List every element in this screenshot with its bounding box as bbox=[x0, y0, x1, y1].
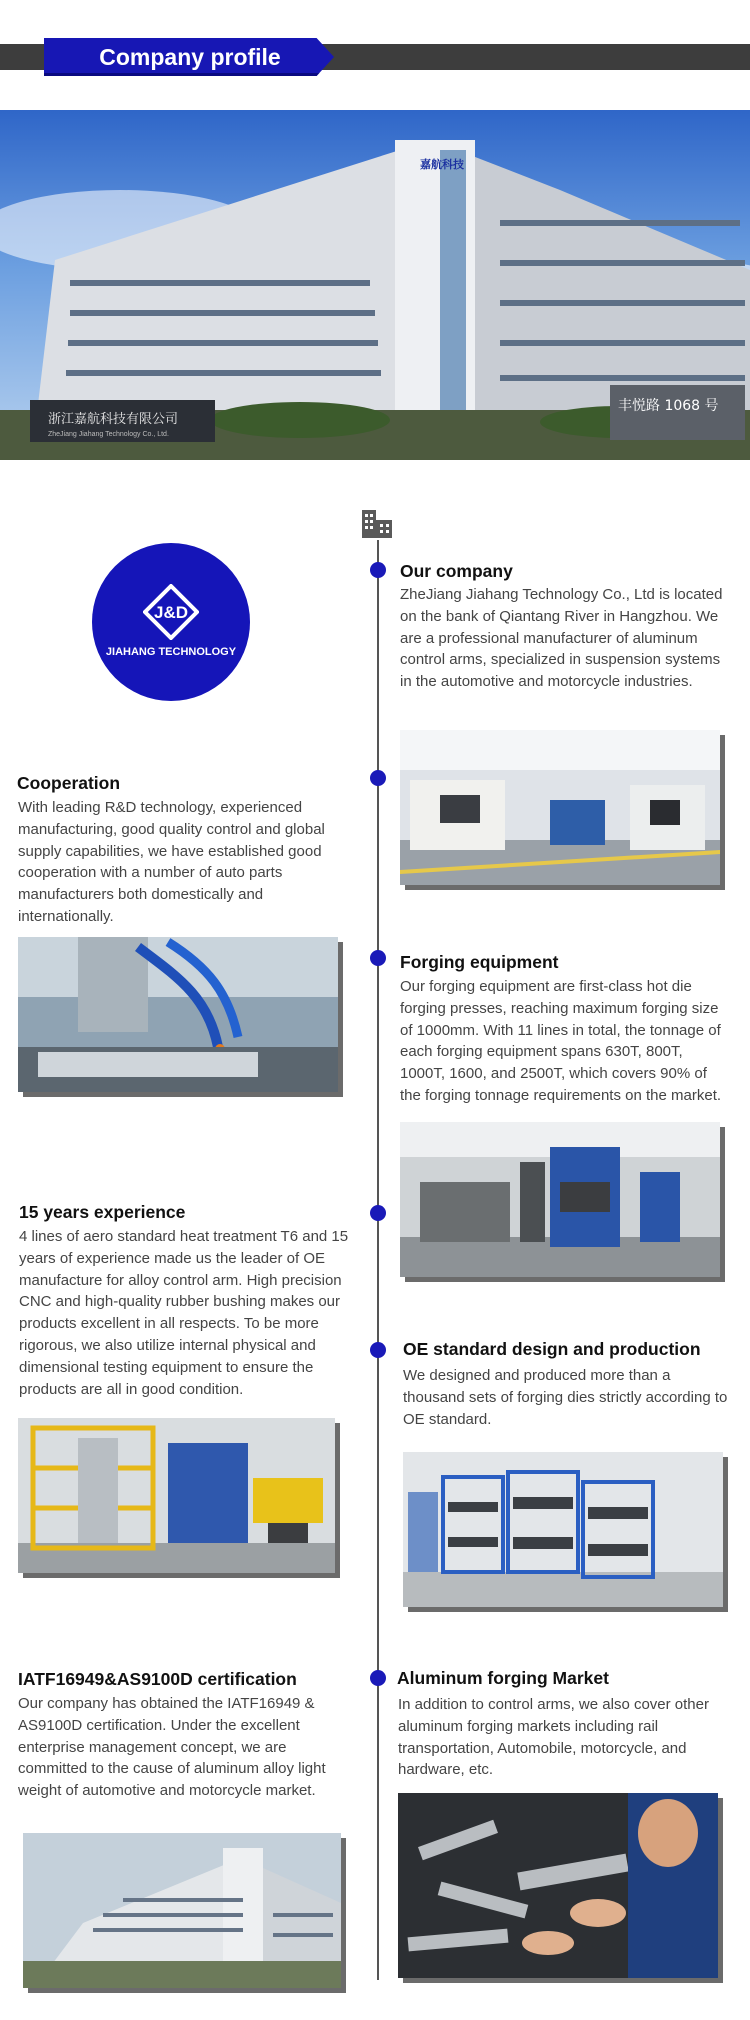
timeline-dot bbox=[370, 1342, 386, 1358]
our-company-title: Our company bbox=[400, 561, 513, 581]
timeline-line bbox=[377, 540, 379, 1980]
experience-text: 4 lines of aero standard heat treatment T6 and 15 years of experience made us the leader of OE manufacture for alloy control arm. High precision CNC and high-quality rubber bushing makes our products excellent in all respects. To be more rigorous, we also utilize internal physical and dimensional testing equipment to ensure the products are all in good condition. bbox=[19, 1228, 349, 1398]
svg-text:J&D: J&D bbox=[153, 603, 189, 622]
timeline-dot bbox=[370, 1670, 386, 1686]
cooperation-text: With leading R&D technology, experienced manufacturing, good quality control and global supply capabilities, we have established good cooperation with a number of auto parts manufacturers both domestically and internationally. bbox=[18, 799, 325, 925]
aluminum-market-text: In addition to control arms, we also cover other aluminum forging markets including rail transportation, Automobile, motorcycle, and hardware, etc. bbox=[398, 1696, 709, 1779]
heat-treatment-photo bbox=[18, 1418, 335, 1573]
timeline-dot bbox=[370, 950, 386, 966]
logo-mark bbox=[143, 584, 199, 640]
timeline-dot bbox=[370, 770, 386, 786]
forging-dies-photo bbox=[403, 1452, 723, 1607]
cooperation-title: Cooperation bbox=[17, 773, 121, 793]
building-icon bbox=[360, 508, 396, 540]
workshop-cnc-photo bbox=[400, 730, 720, 885]
timeline-dot bbox=[370, 562, 386, 578]
forging-equipment-text: Our forging equipment are first-class hot die forging presses, reaching maximum forging size of 1000mm. With 11 lines in total, the tonnage of each forging equipment spans 630T, 800T, 1000T, 1600, and 2500T, which covers 90% of the forging tonnage requirements on the market. bbox=[400, 978, 722, 1104]
control-arm-inspection-photo bbox=[398, 1793, 718, 1978]
cnc-machining-photo bbox=[18, 937, 338, 1092]
oe-standard-title: OE standard design and production bbox=[403, 1339, 701, 1359]
certification-title: IATF16949&AS9100D certification bbox=[18, 1669, 297, 1689]
hero-sign-company-en: ZheJiang Jiahang Technology Co., Ltd. bbox=[48, 431, 169, 438]
aluminum-market-title: Aluminum forging Market bbox=[397, 1668, 609, 1688]
page-title: Company profile bbox=[99, 44, 281, 70]
hero-sign-company: 浙江嘉航科技有限公司 bbox=[48, 412, 179, 427]
factory-building-photo bbox=[23, 1833, 341, 1988]
our-company-text: ZheJiang Jiahang Technology Co., Ltd is located on the bank of Qiantang River in Hangzhou. We are a professional manufacturer of aluminum control arms, specialized in suspension systems in the automotive and motorcycle industries. bbox=[400, 586, 723, 691]
timeline-dot bbox=[370, 1205, 386, 1221]
certification-text: Our company has obtained the IATF16949 & AS9100D certification. Under the excellent enterprise management concept, we are committed to the cause of aluminum alloy light weight of automotive and motorcycle market. bbox=[18, 1695, 326, 1800]
logo-name: JIAHANG TECHNOLOGY bbox=[105, 646, 237, 658]
forging-press-photo bbox=[400, 1122, 720, 1277]
hero-rooftop-sign: 嘉航科技 bbox=[420, 158, 464, 171]
hero-sign-address: 丰悦路 1068 号 bbox=[618, 398, 719, 414]
oe-standard-text: We designed and produced more than a thousand sets of forging dies strictly according to OE standard. bbox=[403, 1367, 728, 1428]
experience-title: 15 years experience bbox=[19, 1202, 186, 1222]
hero-factory-image bbox=[0, 110, 750, 460]
forging-equipment-title: Forging equipment bbox=[400, 952, 559, 972]
